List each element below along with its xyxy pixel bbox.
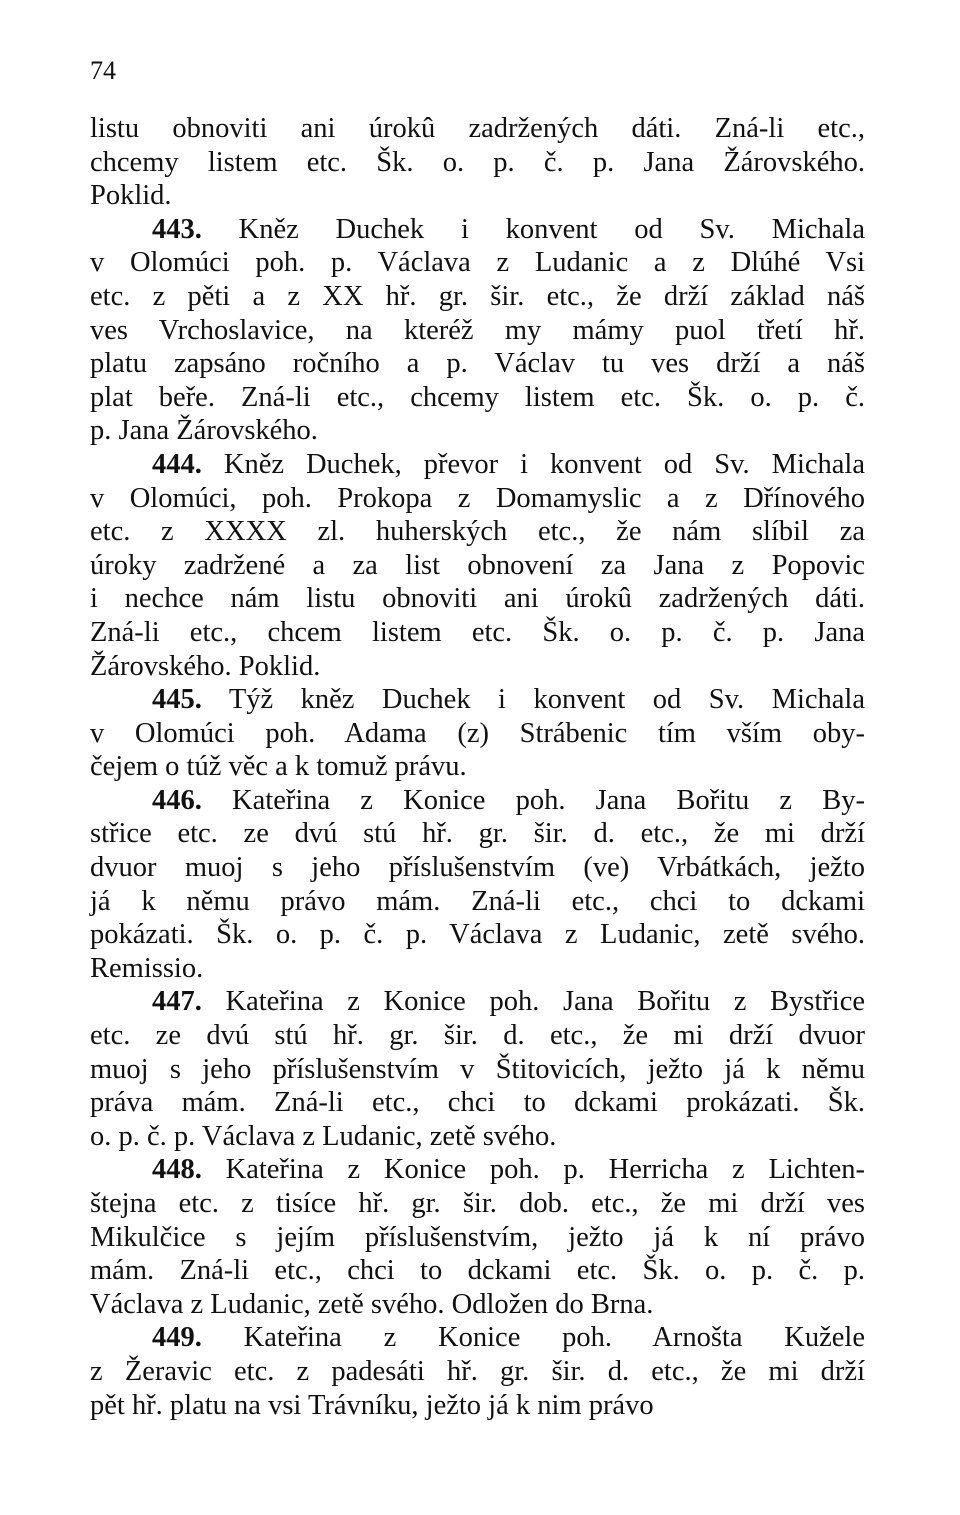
text-line [90,885,865,919]
entry-start-line [90,448,865,482]
text-line [90,616,865,650]
text-line [90,515,865,549]
text-line [90,1053,865,1087]
line-text: Mikulčice s jejím příslušenstvím, ježto já k ní právo [90,1221,865,1253]
line-text: dvuor muoj s jeho příslušenstvím (ve) Vrbátkách, ježto [90,852,865,884]
entry-number: 449. [152,1322,202,1354]
text-line [90,1086,865,1120]
line-text: o. p. č. p. Václava z Ludanic, zetě svého. [90,1120,557,1152]
text-line [90,280,865,314]
line-text: mám. Zná-li etc., chci to dckami etc. Šk. o. p. č. p. [90,1255,865,1287]
line-text: ves Vrchoslavice, na kteréž my mámy puol třetí hř. [90,314,865,346]
line-text: platu zapsáno ročního a p. Václav tu ves drží a náš [90,348,865,380]
line-text: práva mám. Zná-li etc., chci to dckami prokázati. Šk. [90,1087,865,1119]
line-text: Zná-li etc., chcem listem etc. Šk. o. p. č. p. Jana [90,616,865,648]
line-text: Poklid. [90,180,172,212]
line-text: Kateřina z Konice poh. Arnošta Kužele [201,1322,865,1354]
line-text: v Olomúci poh. Adama (z) Strábenic tím vším oby- [90,717,865,749]
text-line [90,246,865,280]
text-line [90,717,865,751]
line-text: listu obnoviti ani úrokû zadržených dáti. Zná-li etc., [90,113,865,144]
line-text: Kateřina z Konice poh. Jana Bořitu z Bystřice [201,986,865,1018]
text-line [90,750,865,784]
text-line [90,1120,865,1154]
text-line [90,347,865,381]
line-text: v Olomúci poh. p. Václava z Ludanic a z Dlúhé Vsi [90,247,865,279]
line-text: v Olomúci, poh. Prokopa z Domamyslic a z Dřínového [90,482,865,514]
text-line [90,952,865,986]
line-text: Kněz Duchek, převor i konvent od Sv. Michala [201,448,865,480]
line-text: i nechce nám listu obnoviti ani úrokû zadržených dáti. [90,583,865,615]
line-text: pokázati. Šk. o. p. č. p. Václava z Ludanic, zetě svého. [90,919,865,951]
text-line [90,851,865,885]
text-line [90,1019,865,1053]
text-line [90,650,865,684]
line-text: Kateřina z Konice poh. p. Herricha z Lichten- [201,1154,865,1186]
entry-number: 448. [152,1154,202,1186]
line-text: etc. ze dvú stú hř. gr. šir. d. etc., že mi drží dvuor [90,1020,865,1052]
text-line [90,1355,865,1389]
text-line [90,582,865,616]
text-line [90,549,865,583]
line-text: etc. z pěti a z XX hř. gr. šir. etc., že drží základ náš [90,280,865,312]
text-line [90,482,865,516]
line-text: úroky zadržené a za list obnovení za Jana z Popovic [90,549,865,581]
line-text: štejna etc. z tisíce hř. gr. šir. dob. etc., že mi drží ves [90,1188,865,1219]
text-line [90,1254,865,1288]
line-text: muoj s jeho příslušenstvím v Štitovicích, ježto já k němu [90,1053,865,1085]
body-text [90,112,865,1422]
text-line [90,817,865,851]
entry-number: 445. [152,684,202,716]
line-text: chcemy listem etc. Šk. o. p. č. p. Jana Žárovského. [90,146,865,178]
line-text: střice etc. ze dvú stú hř. gr. šir. d. etc., že mi drží [90,818,865,850]
text-line [90,414,865,448]
entry-start-line [90,985,865,1019]
line-text: z Žeravic etc. z padesáti hř. gr. šir. d. etc., že mi drží [90,1355,865,1387]
text-line [90,1221,865,1255]
entry-start-line [90,784,865,818]
page-number: 74 [90,56,116,85]
line-text: Remissio. [90,952,204,984]
entry-number: 443. [152,213,202,245]
line-text: p. Jana Žárovského. [90,415,318,447]
line-text: etc. z XXXX zl. huherských etc., že nám slíbil za [90,516,865,548]
text-line [90,918,865,952]
text-line [90,112,865,146]
entry-number: 446. [152,784,202,816]
line-text: Kateřina z Konice poh. Jana Bořitu z By- [201,784,865,816]
entry-number: 447. [152,986,202,1018]
text-line [90,1187,865,1221]
text-line [90,381,865,415]
entry-start-line [90,1153,865,1187]
text-line [90,1389,865,1423]
line-text: Václava z Ludanic, zetě svého. Odložen do Brna. [90,1288,654,1320]
entry-number: 444. [152,448,202,480]
line-text: Kněz Duchek i konvent od Sv. Michala [201,213,865,245]
text-line [90,314,865,348]
entry-start-line [90,213,865,247]
line-text: plat beře. Zná-li etc., chcemy listem etc. Šk. o. p. č. [90,381,865,413]
text-line [90,1288,865,1322]
line-text: Žárovského. Poklid. [90,650,321,682]
entry-start-line [90,683,865,717]
line-text: já k němu právo mám. Zná-li etc., chci to dckami [90,885,865,917]
line-text: čejem o túž věc a k tomuž právu. [90,751,467,783]
entry-start-line [90,1321,865,1355]
line-text: pět hř. platu na vsi Trávníku, ježto já k nim právo [90,1389,654,1421]
text-line [90,146,865,180]
text-line [90,179,865,213]
line-text: Týž kněz Duchek i konvent od Sv. Michala [201,684,865,716]
